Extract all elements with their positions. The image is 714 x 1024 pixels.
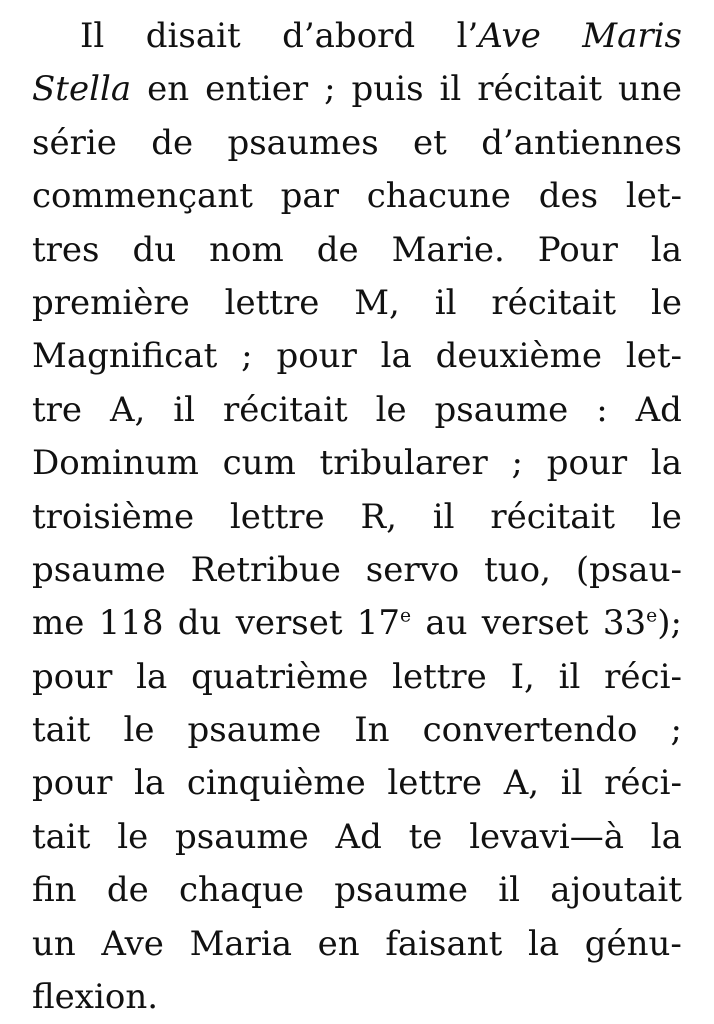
text: ; bbox=[670, 710, 682, 751]
word bbox=[651, 437, 682, 490]
word bbox=[582, 10, 682, 63]
text: Retribue bbox=[190, 549, 341, 590]
text: pour bbox=[32, 656, 113, 697]
text: le bbox=[123, 710, 155, 751]
text: récitait bbox=[222, 389, 348, 430]
text: récitait bbox=[477, 69, 603, 110]
text: il bbox=[439, 69, 462, 110]
text: du bbox=[132, 229, 177, 270]
word bbox=[651, 277, 682, 330]
text: psaume bbox=[175, 816, 309, 857]
word bbox=[32, 437, 199, 490]
word bbox=[32, 170, 253, 223]
text: verset bbox=[481, 603, 589, 644]
word bbox=[99, 597, 164, 650]
word bbox=[385, 918, 502, 971]
text: tuo, bbox=[484, 549, 551, 590]
word bbox=[561, 757, 583, 810]
text-line bbox=[32, 704, 682, 757]
text: Marie. bbox=[391, 229, 505, 270]
text-line bbox=[32, 864, 682, 917]
word bbox=[423, 704, 638, 757]
word bbox=[498, 864, 520, 917]
word bbox=[336, 811, 382, 864]
word bbox=[550, 864, 682, 917]
text: le bbox=[117, 816, 149, 857]
word bbox=[241, 330, 252, 383]
text: lettre bbox=[224, 282, 320, 323]
text: série bbox=[32, 122, 117, 163]
text: Ad bbox=[635, 389, 682, 430]
text-line bbox=[32, 597, 682, 650]
text: l’ bbox=[456, 16, 479, 56]
word bbox=[276, 330, 356, 383]
word bbox=[596, 384, 607, 437]
text-line bbox=[32, 811, 682, 864]
word bbox=[187, 757, 366, 810]
text: pour bbox=[546, 443, 628, 484]
text: il bbox=[432, 496, 455, 537]
word bbox=[187, 704, 321, 757]
text: la bbox=[650, 443, 682, 484]
text: de bbox=[316, 229, 359, 270]
text: en bbox=[317, 923, 360, 964]
word bbox=[409, 811, 443, 864]
text: troisième bbox=[32, 496, 195, 537]
text: psaume bbox=[434, 389, 569, 430]
text: une bbox=[618, 69, 682, 110]
italic-text: Maris bbox=[582, 16, 682, 56]
word bbox=[32, 544, 166, 597]
word bbox=[32, 811, 90, 864]
word bbox=[670, 704, 681, 757]
text: ; bbox=[324, 69, 336, 110]
word bbox=[146, 10, 241, 63]
text-line bbox=[32, 971, 682, 1024]
text: R, bbox=[360, 496, 397, 537]
word bbox=[117, 811, 148, 864]
text: let- bbox=[625, 176, 682, 217]
text: (psau- bbox=[575, 549, 682, 590]
word bbox=[469, 811, 624, 864]
text: récitait bbox=[491, 282, 617, 323]
text: lettre bbox=[392, 656, 487, 697]
word bbox=[225, 277, 320, 330]
word bbox=[603, 597, 682, 650]
word bbox=[107, 864, 149, 917]
text: il bbox=[558, 656, 581, 697]
word bbox=[504, 757, 539, 810]
word bbox=[547, 437, 627, 490]
word bbox=[282, 10, 415, 63]
italic-text: Ave bbox=[478, 16, 541, 56]
word bbox=[32, 651, 112, 704]
word bbox=[392, 224, 505, 277]
text: let- bbox=[625, 336, 682, 377]
text: première bbox=[32, 282, 190, 323]
text-line bbox=[32, 63, 682, 116]
word bbox=[482, 597, 589, 650]
word bbox=[381, 330, 412, 383]
word bbox=[366, 544, 460, 597]
text: un bbox=[32, 923, 76, 964]
word bbox=[528, 918, 559, 971]
italic-text: Stella bbox=[32, 69, 132, 110]
word bbox=[481, 117, 682, 170]
text: cinquième bbox=[186, 763, 366, 804]
word bbox=[585, 918, 682, 971]
text: 33 bbox=[602, 603, 647, 644]
text: pour bbox=[276, 336, 357, 377]
text: flexion. bbox=[32, 977, 159, 1018]
word bbox=[223, 437, 296, 490]
word bbox=[209, 224, 284, 277]
word bbox=[32, 918, 76, 971]
text: Il bbox=[80, 16, 105, 56]
text: tait bbox=[32, 816, 91, 857]
text: ; bbox=[511, 443, 523, 484]
word bbox=[367, 170, 511, 223]
word bbox=[511, 651, 535, 704]
text: te bbox=[408, 816, 443, 857]
word bbox=[413, 117, 447, 170]
word bbox=[651, 811, 682, 864]
word bbox=[425, 597, 467, 650]
word bbox=[317, 224, 359, 277]
text: tribularer bbox=[319, 443, 488, 484]
text: du bbox=[177, 603, 222, 644]
word bbox=[354, 704, 389, 757]
word bbox=[32, 384, 82, 437]
word bbox=[236, 597, 343, 650]
text: entier bbox=[205, 69, 309, 110]
text: la bbox=[136, 656, 168, 697]
text: il bbox=[498, 870, 521, 911]
text: : bbox=[596, 389, 608, 430]
word bbox=[626, 170, 682, 223]
text: de bbox=[151, 122, 194, 163]
word bbox=[491, 277, 616, 330]
text-line bbox=[32, 224, 682, 277]
word bbox=[223, 384, 348, 437]
text-line bbox=[32, 918, 682, 971]
superscript: e bbox=[646, 605, 658, 627]
text-line bbox=[32, 491, 682, 544]
text-line bbox=[32, 170, 682, 223]
word bbox=[318, 918, 360, 971]
text: In bbox=[354, 710, 390, 751]
word bbox=[32, 491, 194, 544]
word bbox=[151, 117, 193, 170]
word bbox=[559, 651, 581, 704]
text: puis bbox=[351, 69, 424, 110]
word bbox=[175, 811, 309, 864]
text: récitait bbox=[490, 496, 616, 537]
word bbox=[32, 971, 158, 1024]
text: le bbox=[375, 389, 407, 430]
word bbox=[191, 651, 368, 704]
word bbox=[433, 491, 455, 544]
word bbox=[179, 864, 304, 917]
text: 118 bbox=[98, 603, 164, 644]
word bbox=[205, 63, 308, 116]
word bbox=[147, 63, 189, 116]
word bbox=[539, 170, 598, 223]
text-line bbox=[32, 651, 682, 704]
text: tait bbox=[32, 710, 91, 751]
text: en bbox=[147, 69, 190, 110]
text: d’abord bbox=[282, 16, 416, 56]
word bbox=[651, 224, 682, 277]
text: chacune bbox=[366, 176, 511, 217]
word bbox=[352, 63, 424, 116]
word bbox=[227, 117, 378, 170]
word bbox=[32, 224, 100, 277]
word bbox=[576, 544, 682, 597]
text: tres bbox=[32, 229, 100, 270]
text: psaume bbox=[187, 710, 322, 751]
word bbox=[392, 651, 487, 704]
word bbox=[123, 704, 154, 757]
text: il bbox=[434, 282, 457, 323]
text: de bbox=[106, 870, 149, 911]
word bbox=[32, 63, 131, 116]
text: ; bbox=[241, 336, 253, 377]
text: la bbox=[650, 816, 682, 857]
word bbox=[190, 918, 292, 971]
word bbox=[457, 10, 541, 63]
text: 17 bbox=[356, 603, 401, 644]
text: deuxième bbox=[435, 336, 602, 377]
text: génu- bbox=[584, 923, 682, 964]
text-line bbox=[32, 117, 682, 170]
text-line bbox=[32, 10, 682, 63]
text: convertendo bbox=[422, 710, 638, 751]
word bbox=[173, 384, 195, 437]
word bbox=[512, 437, 523, 490]
text: tre bbox=[32, 389, 83, 430]
word bbox=[324, 63, 335, 116]
text: Dominum bbox=[32, 443, 199, 484]
text-line bbox=[32, 277, 682, 330]
text: et bbox=[413, 122, 447, 163]
text: fin bbox=[32, 870, 77, 911]
word bbox=[436, 330, 602, 383]
text: Maria bbox=[189, 923, 293, 964]
text-line bbox=[32, 544, 682, 597]
text: commençant bbox=[32, 176, 253, 217]
text: chaque bbox=[179, 870, 304, 911]
text: il bbox=[560, 763, 583, 804]
word bbox=[191, 544, 341, 597]
word bbox=[484, 544, 551, 597]
text: faisant bbox=[385, 923, 503, 964]
text: pour bbox=[32, 763, 113, 804]
word bbox=[538, 224, 618, 277]
word bbox=[32, 597, 84, 650]
text: la bbox=[650, 229, 682, 270]
word bbox=[651, 491, 682, 544]
text: me bbox=[32, 603, 85, 644]
text: verset bbox=[235, 603, 343, 644]
text: Ave bbox=[101, 923, 164, 964]
text: levavi—à bbox=[469, 816, 625, 857]
word bbox=[32, 277, 190, 330]
text: Pour bbox=[537, 229, 618, 270]
word bbox=[134, 757, 165, 810]
text: d’antiennes bbox=[481, 122, 682, 163]
word bbox=[618, 63, 682, 116]
word bbox=[440, 63, 462, 116]
word bbox=[32, 704, 90, 757]
word bbox=[636, 384, 682, 437]
text-line bbox=[32, 384, 682, 437]
text: quatrième bbox=[191, 656, 369, 697]
word bbox=[80, 10, 104, 63]
text: lettre bbox=[229, 496, 325, 537]
word bbox=[110, 384, 145, 437]
word bbox=[626, 330, 682, 383]
text: nom bbox=[209, 229, 284, 270]
text: il bbox=[173, 389, 196, 430]
text: le bbox=[650, 282, 682, 323]
word bbox=[604, 757, 682, 810]
word bbox=[281, 170, 339, 223]
text: par bbox=[280, 176, 339, 217]
word bbox=[32, 117, 117, 170]
word bbox=[132, 224, 176, 277]
text-line bbox=[32, 437, 682, 490]
text: A, bbox=[503, 763, 540, 804]
text-line bbox=[32, 757, 682, 810]
text: réci- bbox=[604, 763, 682, 804]
text: M, bbox=[354, 282, 400, 323]
text: I, bbox=[510, 656, 535, 697]
word bbox=[604, 651, 682, 704]
word bbox=[376, 384, 407, 437]
text: psaume bbox=[334, 870, 469, 911]
word bbox=[101, 918, 164, 971]
word bbox=[230, 491, 325, 544]
text: A, bbox=[109, 389, 146, 430]
text: le bbox=[650, 496, 682, 537]
text: Magnificat bbox=[32, 336, 218, 377]
superscript: e bbox=[400, 605, 412, 627]
text: la bbox=[380, 336, 412, 377]
word bbox=[435, 384, 569, 437]
word bbox=[354, 277, 400, 330]
word bbox=[490, 491, 615, 544]
word bbox=[477, 63, 602, 116]
text-line bbox=[32, 330, 682, 383]
text: psaumes bbox=[227, 122, 379, 163]
text: psaume bbox=[32, 549, 166, 590]
text: lettre bbox=[387, 763, 483, 804]
text: cum bbox=[222, 443, 296, 484]
text: au bbox=[425, 603, 468, 644]
body-paragraph bbox=[32, 10, 682, 1024]
word bbox=[357, 597, 411, 650]
word bbox=[136, 651, 167, 704]
word bbox=[360, 491, 396, 544]
text: la bbox=[134, 763, 166, 804]
word bbox=[178, 597, 222, 650]
text: ); bbox=[657, 603, 682, 644]
word bbox=[32, 330, 217, 383]
word bbox=[334, 864, 468, 917]
text: des bbox=[538, 176, 599, 217]
word bbox=[387, 757, 482, 810]
text: réci- bbox=[604, 656, 682, 697]
text: Ad bbox=[335, 816, 382, 857]
text: disait bbox=[145, 16, 241, 56]
text: ajoutait bbox=[550, 870, 682, 911]
word bbox=[320, 437, 488, 490]
text: la bbox=[527, 923, 560, 964]
word bbox=[32, 757, 112, 810]
word bbox=[435, 277, 457, 330]
text: servo bbox=[365, 549, 460, 590]
word bbox=[32, 864, 77, 917]
